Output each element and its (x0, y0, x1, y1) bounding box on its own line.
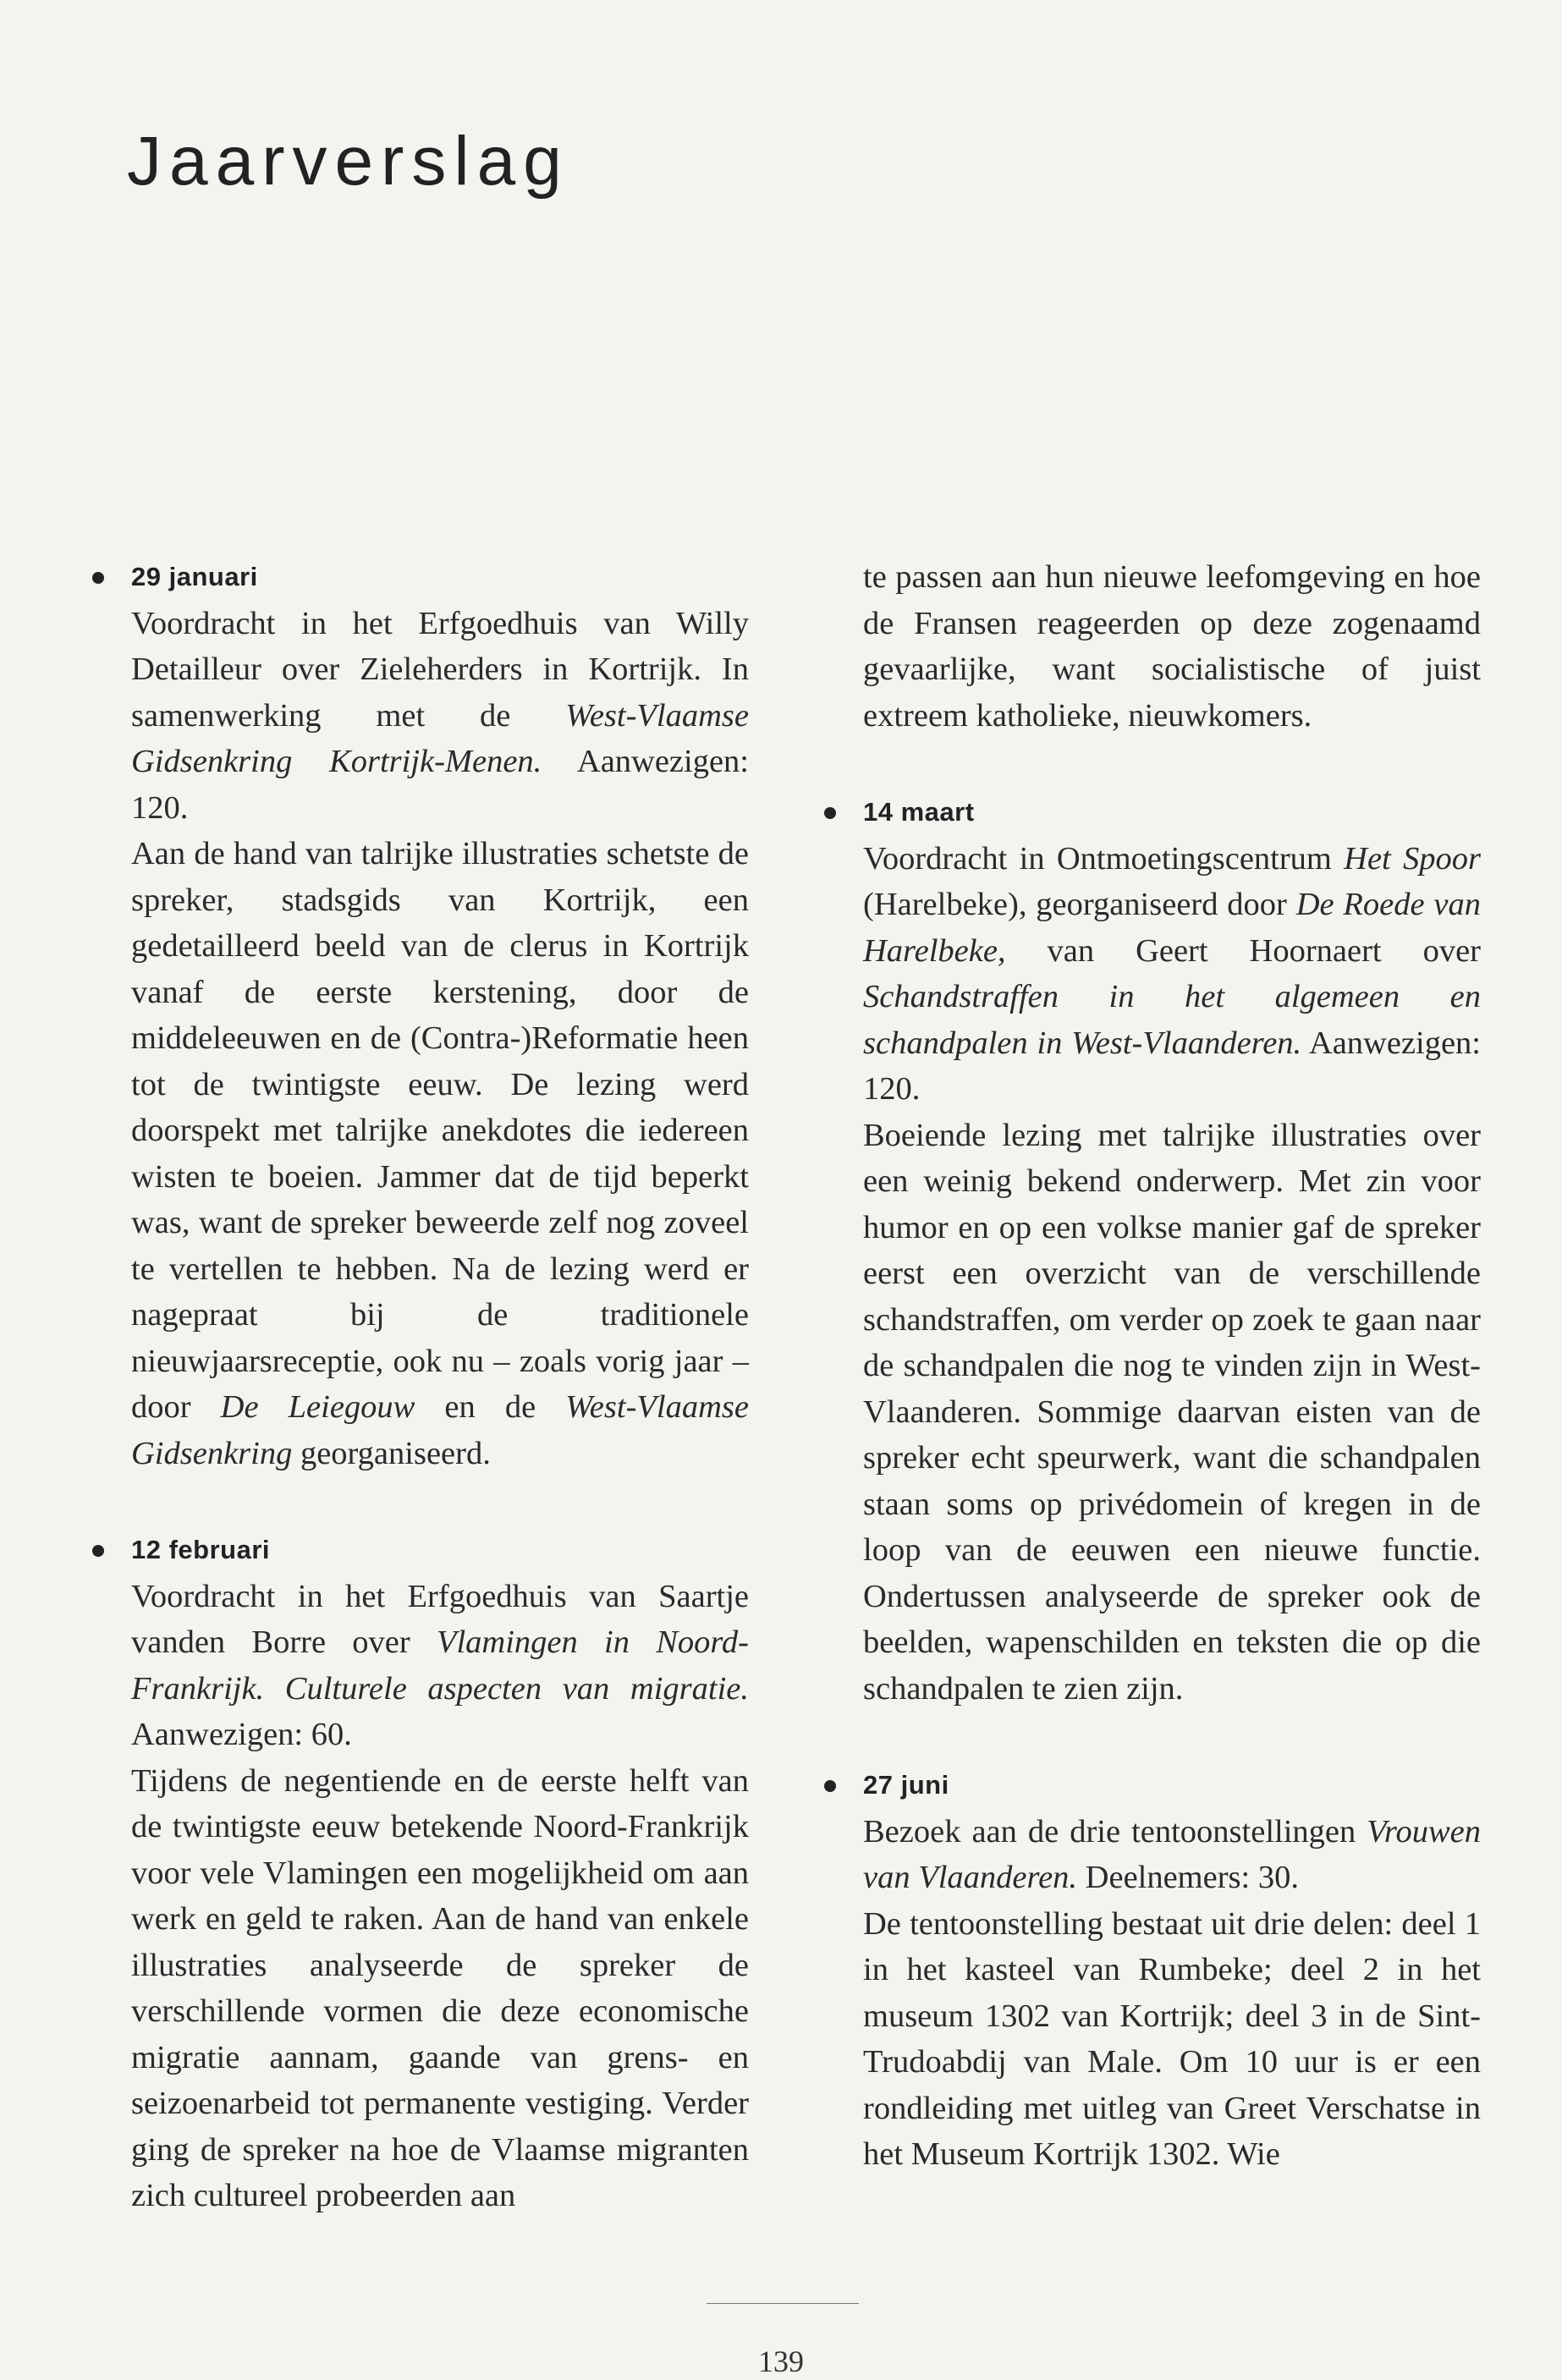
bullet-icon (92, 572, 104, 584)
entry-intro: Voordracht in het Erfgoedhuis van Willy Detailleur over Zieleherders in Kortrijk. In samenwerking met de West-Vlaamse Gidsenkring Kortrijk-Menen. Aanwezigen: 120. (131, 605, 749, 826)
page-number: 139 (758, 2344, 804, 2378)
bullet-icon (824, 1780, 836, 1792)
entry-27-juni (863, 1762, 1481, 2178)
right-column (863, 554, 1481, 2229)
entry-body: Boeiende lezing met talrijke illustraties over een weinig bekend onderwerp. Met zin voor humor en op een volkse manier gaf de spreker eerst een overzicht van de verschillende schandstraffen, om verder op zoek te gaan naar de schandpalen die nog te vinden zijn in West-Vlaanderen. Sommige daarvan eisten van de spreker echt speurwerk, want die schandpalen staan soms op privédomein of kregen in de loop van de eeuwen een nieuwe functie. Ondertussen analyseerde de spreker ook de beelden, wapenschilden en teksten die op die schandpalen te zien zijn. (863, 1117, 1481, 1707)
left-column (131, 554, 749, 2270)
entry-body: De tentoonstelling bestaat uit drie delen: deel 1 in het kasteel van Rumbeke; deel 2 in het museum 1302 van Kortrijk; deel 3 in de Sint-Trudoabdij van Male. Om 10 uur is er een rondleiding met uitleg van Greet Verschatse in het Museum Kortrijk 1302. Wie (863, 1905, 1481, 2172)
entry-body-continuation: te passen aan hun nieuwe leefomgeving en hoe de Fransen reageerden op deze zogenaamd gevaarlijke, want socialistische of juist extreem katholieke, nieuwkomers. (863, 559, 1481, 734)
bullet-icon (92, 1545, 104, 1557)
entry-29-januari (131, 554, 749, 1476)
entry-date: 14 maart (863, 797, 975, 827)
bullet-icon (824, 807, 836, 819)
entry-intro: Voordracht in Ontmoetingscentrum Het Spoor (Harelbeke), georganiseerd door De Roede van Harelbeke, van Geert Hoornaert over Schandstraffen in het algemeen en schandpalen in West-Vlaanderen. Aanwezigen: 120. (863, 840, 1482, 1107)
entry-body: Aan de hand van talrijke illustraties schetste de spreker, stadsgids van Kortrijk, een gedetailleerd beeld van de clerus in Kortrijk vanaf de eerste kerstening, door de middeleeuwen en de (Contra-)Reformatie heen tot de twintigste eeuw. De lezing werd doorspekt met talrijke anekdotes die iedereen wisten te boeien. Jammer dat de tijd beperkt was, want de spreker beweerde zelf nog zoveel te vertellen te hebben. Na de lezing werd er nagepraat bij de traditionele nieuwjaarsreceptie, ook nu – zoals vorig jaar – door De Leiegouw en de West-Vlaamse Gidsenkring georganiseerd. (131, 836, 749, 1471)
entry-12-februari (131, 1527, 749, 2219)
entry-date: 12 februari (131, 1535, 271, 1564)
entry-intro: Bezoek aan de drie tentoonstellingen Vrouwen van Vlaanderen. Deelnemers: 30. (863, 1813, 1481, 1895)
entry-intro: Voordracht in het Erfgoedhuis van Saartje vanden Borre over Vlamingen in Noord-Frankrijk. Culturele aspecten van migratie. Aanwezigen: 60. (131, 1578, 749, 1752)
entry-date: 27 juni (863, 1770, 949, 1800)
footer-divider (707, 2303, 859, 2304)
entry-body: Tijdens de negentiende en de eerste helft van de twintigste eeuw betekende Noord-Frankrijk voor vele Vlamingen een mogelijkheid om aan werk en geld te raken. Aan de hand van enkele illustraties analyseerde de spreker de verschillende vormen die deze economische migratie aannam, gaande van grens- en seizoenarbeid tot permanente vestiging. Verder ging de spreker na hoe de Vlaamse migranten zich cultureel probeerden aan (131, 1762, 749, 2213)
page-title: Jaarverslag (127, 123, 569, 200)
entry-14-maart (863, 789, 1481, 1712)
entry-date: 29 januari (131, 562, 258, 591)
